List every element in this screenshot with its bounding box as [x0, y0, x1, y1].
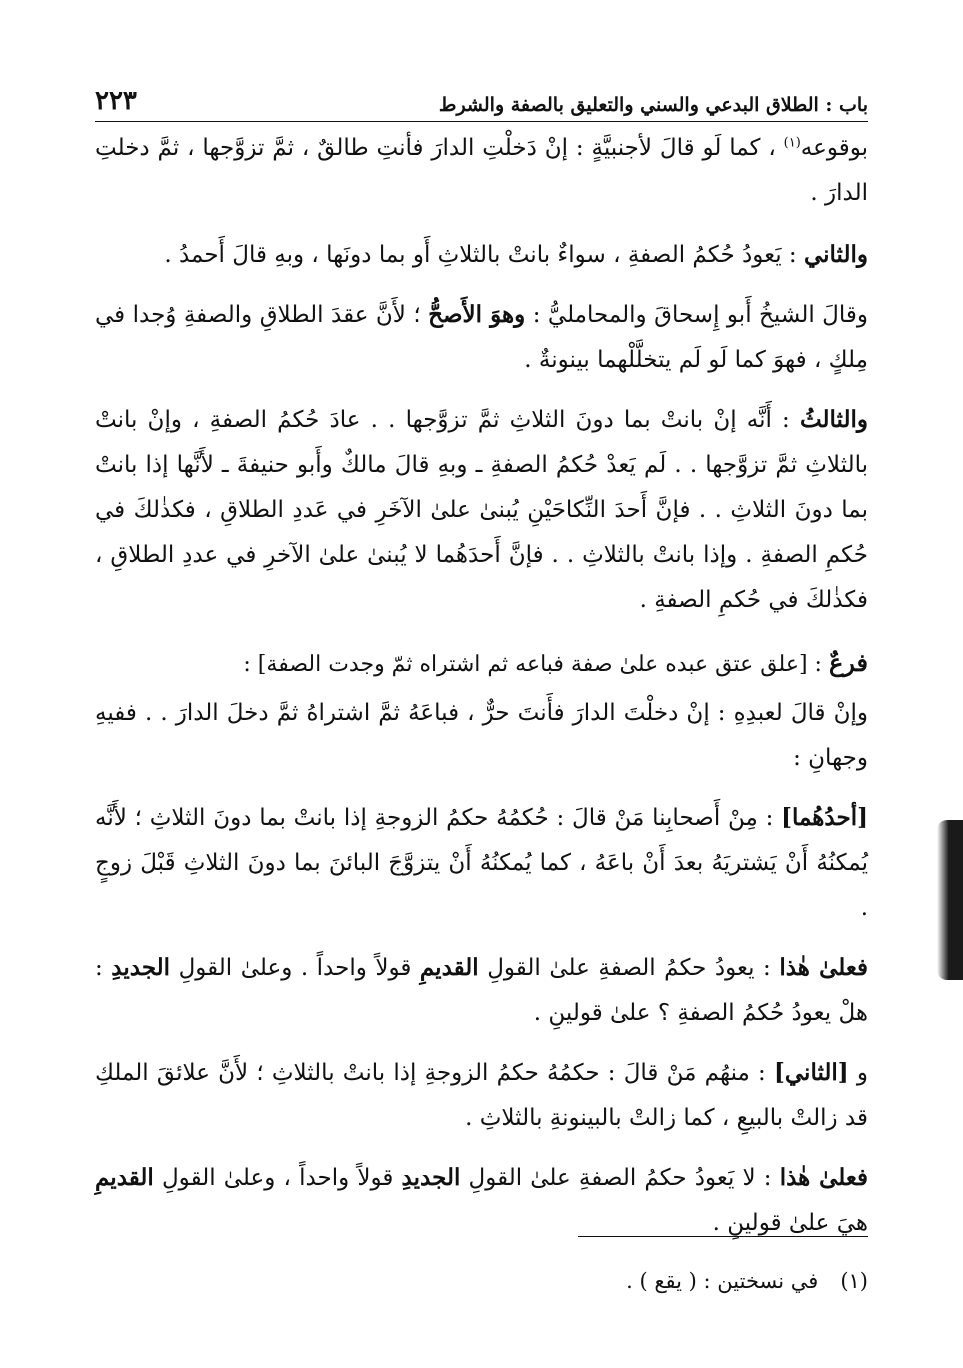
paragraph-2	[95, 232, 868, 278]
main-text	[95, 126, 868, 1260]
paragraph-text: قولاً واحداً . وعلىٰ القولِ	[170, 955, 420, 981]
paragraph-text: : هلْ يعودُ حُكمُ الصفةِ ؟ علىٰ قولينِ .	[95, 955, 868, 1026]
section-heading	[95, 641, 868, 687]
running-header	[95, 82, 868, 116]
paragraph-text: بوقوعه	[800, 135, 868, 161]
paragraph-text: : مِنْ أَصحابِنا مَنْ قالَ : حُكمُهُ حكمُ الزوجةِ إذا بانتْ بما دونَ الثلاثِ ؛ لأَنَّه يُمكنُهُ أَنْ يَشتريَهُ بعدَ أَنْ باعَهُ ، كما يُمكنُهُ أَنْ يتزوَّجَ البائنَ بما دونَ الثلاثِ قَبْلَ زوجٍ .	[95, 805, 868, 921]
paragraph-emphasis: الجديدِ	[401, 1164, 461, 1191]
scan-edge-shadow	[937, 820, 963, 980]
footnote	[95, 1264, 868, 1298]
footnote-number: (١)	[840, 1269, 868, 1293]
paragraph-3	[95, 292, 868, 383]
paragraph-10	[95, 1155, 868, 1246]
page-number: ٢٢٣	[95, 86, 137, 116]
paragraph-9	[95, 1050, 868, 1141]
section-lead: فرعٌ	[828, 648, 868, 677]
paragraph-prefix: و	[848, 1060, 868, 1086]
paragraph-8	[95, 945, 868, 1036]
paragraph-text: : أَنَّه إنْ بانتْ بما دونَ الثلاثِ ثمَّ تزوَّجها . . عادَ حُكمُ الصفةِ ، وإنْ بانتْ بالثلاثِ ثمَّ تزوَّجها . . لَم يَعدْ حُكمُ الصفةِ ـ وبهِ قالَ مالكٌ وأَبو حنيفةَ ـ لأَنَّها إذا بانتْ بما دونَ الثلاثِ . . فإنَّ أَحدَ النِّكاحَيْنِ يُبنىٰ علىٰ الآخَرِ في عَددِ الطلاقِ ، فكذٰلكَ في حُكمِ الصفةِ . وإذا بانتْ بالثلاثِ . . فإنَّ أَحدَهُما لا يُبنىٰ علىٰ الآخرِ في عددِ الطلاقِ ، فكذٰلكَ في حُكمِ الصفةِ .	[95, 407, 868, 613]
paragraph-lead: فعلىٰ هٰذا	[779, 954, 868, 981]
paragraph-text: قولاً واحداً ، وعلىٰ القولِ	[153, 1165, 402, 1191]
paragraph-text: هيَ علىٰ قولينِ .	[712, 1210, 868, 1236]
footnote-text: في نسختين : ( يقع ) .	[626, 1269, 819, 1293]
paragraph-lead: والثالثُ	[799, 406, 868, 433]
paragraph-text: وقالَ الشيخُ أَبو إِسحاقَ والمحامليُّ :	[525, 302, 869, 328]
paragraph-emphasis: الجديدِ	[111, 954, 171, 981]
paragraph-emphasis: القديمِ	[95, 1164, 154, 1191]
footnote-reference: (١)	[783, 135, 801, 151]
header-rule	[95, 121, 868, 122]
paragraph-text: : يَعودُ حُكمُ الصفةِ ، سواءٌ بانتْ بالثلاثِ أَو بما دونَها ، وبهِ قالَ أَحمدُ .	[164, 242, 804, 268]
paragraph-text: وإنْ قالَ لعبدِهِ : إنْ دخلْتَ الدارَ فأَنتَ حرٌّ ، فباعَهُ ثمَّ اشتراهُ ثمَّ دخلَ الدارَ . . ففيهِ وجهانِ :	[95, 700, 868, 771]
paragraph-lead: فعلىٰ هٰذا	[779, 1164, 868, 1191]
paragraph-emphasis: وهوَ الأَصحُّ	[428, 301, 526, 328]
paragraph-lead: [أحدُهُما]	[781, 804, 868, 831]
section-title: : [علق عتق عبده علىٰ صفة فباعه ثم اشتراه ثمّ وجدت الصفة] :	[243, 652, 829, 677]
paragraph-1	[95, 126, 868, 216]
paragraph-text: : يعودُ حكمُ الصفةِ علىٰ القولِ	[478, 955, 780, 981]
paragraph-emphasis: القديمِ	[419, 954, 479, 981]
paragraph-text: : منهُم مَنْ قالَ : حكمُهُ حكمُ الزوجةِ إذا بانتْ بالثلاثِ ؛ لأَنَّ علائقَ الملكِ قد زالتْ بالبيعِ ، كما زالتْ بالبينونةِ بالثلاثِ .	[95, 1060, 868, 1131]
header-title: باب : الطلاق البدعي والسني والتعليق بالصفة والشرط	[438, 94, 868, 116]
paragraph-4	[95, 397, 868, 623]
footnote-rule	[578, 1236, 868, 1237]
paragraph-text: : لا يَعودُ حكمُ الصفةِ علىٰ القولِ	[460, 1165, 780, 1191]
paragraph-lead: [الثاني]	[774, 1059, 849, 1086]
paragraph-6	[95, 691, 868, 781]
paragraph-lead: والثاني	[803, 241, 868, 268]
paragraph-7	[95, 795, 868, 931]
paragraph-text: ، كما لَو قالَ لأجنبيَّةٍ : إنْ دَخلْتِ الدارَ فأنتِ طالقٌ ، ثمَّ تزوَّجها ، ثمَّ دخلتِ الدارَ .	[95, 135, 868, 206]
paragraph-text: ؛ لأَنَّ عقدَ الطلاقِ والصفةِ وُجدا في مِلكٍ ، فهوَ كما لَو لَم يتخلَّلْهما بينونةٌ .	[95, 302, 868, 373]
